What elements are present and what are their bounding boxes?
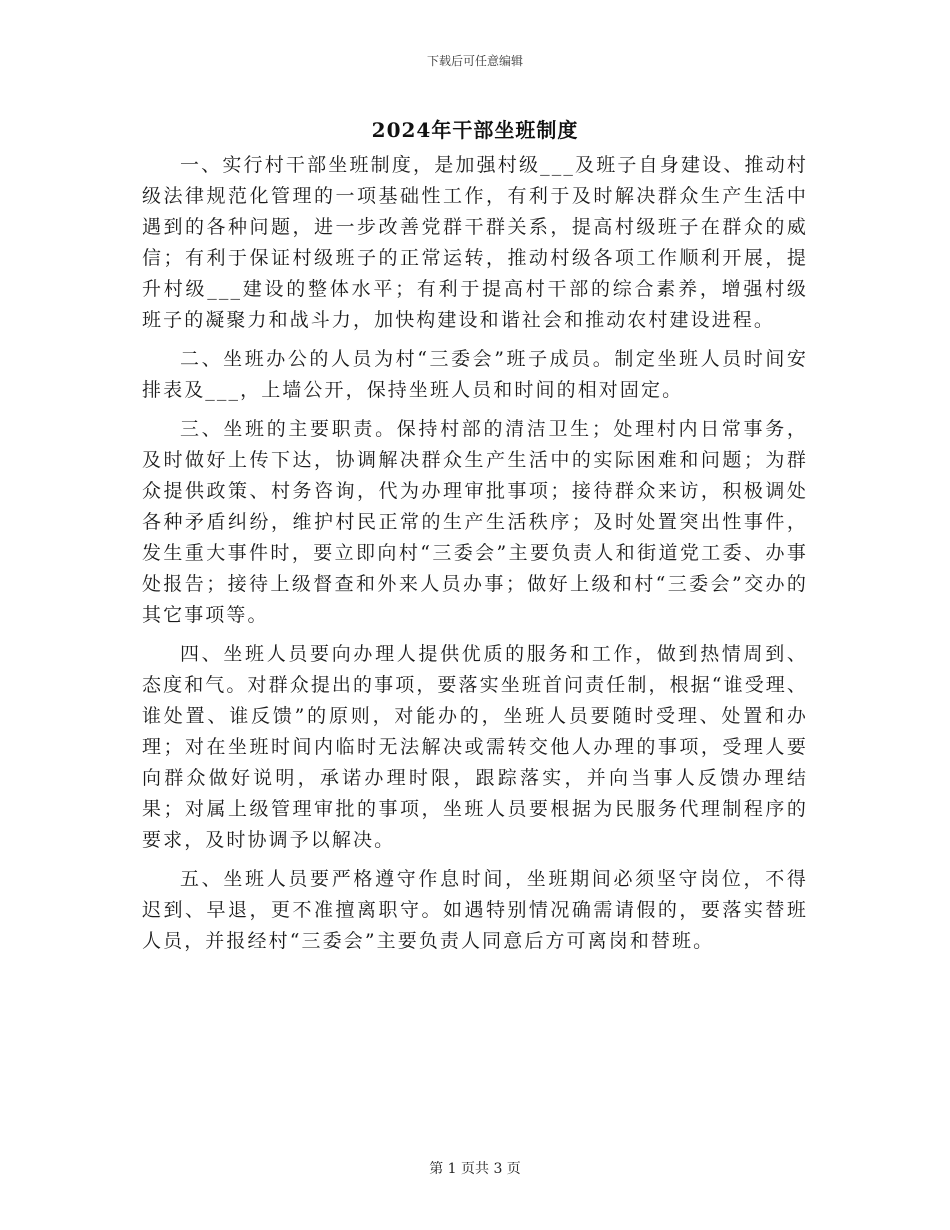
paragraph-4: 四、坐班人员要向办理人提供优质的服务和工作，做到热情周到、态度和气。对群众提出的事项，要落实坐班首问责任制，根据“谁受理、谁处置、谁反馈”的原则，对能办的，坐班人员要随时受理、处置和办理；对在坐班时间内临时无法解决或需转交他人办理的事项，受理人要向群众做好说明，承诺办理时限，跟踪落实，并向当事人反馈办理结果；对属上级管理审批的事项，坐班人员要根据为民服务代理制程序的要求，及时协调予以解决。 (142, 643, 808, 851)
paragraph-1: 一、实行村干部坐班制度，是加强村级___及班子自身建设、推动村级法律规范化管理的一项基础性工作，有利于及时解决群众生产生活中遇到的各种问题，进一步改善党群干群关系，提高村级班子在群众的威信；有利于保证村级班子的正常运转，推动村级各项工作顺利开展，提升村级___建设的整体水平；有利于提高村干部的综合素养，增强村级班子的凝聚力和战斗力，加快构建设和谐社会和推动农村建设进程。 (142, 154, 808, 331)
paragraph-2: 二、坐班办公的人员为村“三委会”班子成员。制定坐班人员时间安排表及___，上墙公开，保持坐班人员和时间的相对固定。 (142, 348, 808, 401)
document-body (142, 150, 808, 965)
paragraph-3: 三、坐班的主要职责。保持村部的清洁卫生；处理村内日常事务，及时做好上传下达，协调解决群众生产生活中的实际困难和问题；为群众提供政策、村务咨询，代为办理审批事项；接待群众来访，积极调处各种矛盾纠纷，维护村民正常的生产生活秩序；及时处置突出性事件，发生重大事件时，要立即向村“三委会”主要负责人和街道党工委、办事处报告；接待上级督查和外来人员办事；做好上级和村“三委会”交办的其它事项等。 (142, 418, 808, 626)
page-header-note: 下载后可任意编辑 (426, 54, 523, 68)
document-title: 2024年干部坐班制度 (371, 118, 579, 142)
paragraph-5: 五、坐班人员要严格遵守作息时间，坐班期间必须坚守岗位，不得迟到、早退，更不准擅离职守。如遇特别情况确需请假的，要落实替班人员，并报经村“三委会”主要负责人同意后方可离岗和替班。 (142, 868, 808, 952)
page-number: 第 1 页共 3 页 (429, 1161, 521, 1177)
